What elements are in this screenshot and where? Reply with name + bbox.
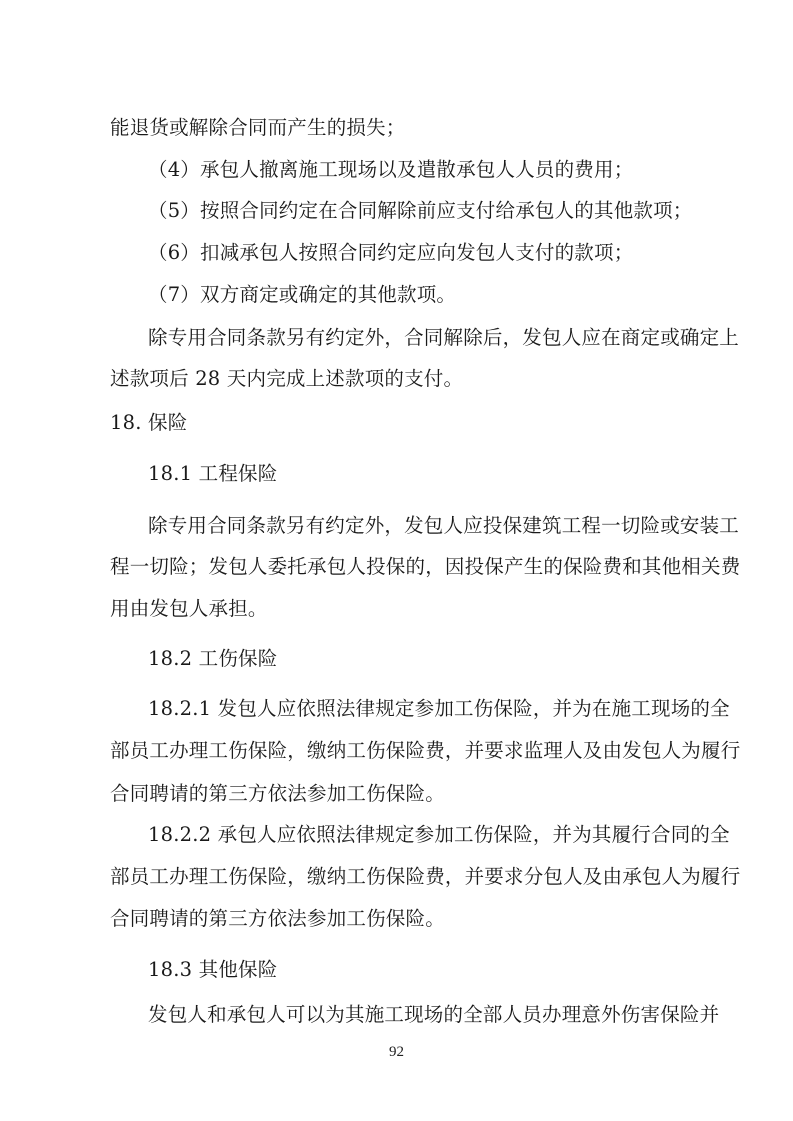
text-line: 部员工办理工伤保险，缴纳工伤保险费，并要求分包人及由承包人为履行 <box>110 865 741 888</box>
text-line: （7）双方商定或确定的其他款项。 <box>148 283 457 306</box>
text-line: 用由发包人承担。 <box>110 597 268 620</box>
text-line: 能退货或解除合同而产生的损失； <box>110 116 406 139</box>
text-line: 述款项后 28 天内完成上述款项的支付。 <box>110 367 464 390</box>
subsection-heading: 18.3 其他保险 <box>148 958 278 981</box>
text-line: 部员工办理工伤保险，缴纳工伤保险费，并要求监理人及由发包人为履行 <box>110 739 741 762</box>
text-line: （4）承包人撤离施工现场以及遣散承包人人员的费用； <box>148 158 634 181</box>
section-heading: 18. 保险 <box>110 411 188 434</box>
subsection-heading: 18.2 工伤保险 <box>148 647 278 670</box>
page-number: 92 <box>389 1044 404 1060</box>
text-line: （5）按照合同约定在合同解除前应支付给承包人的其他款项； <box>148 199 693 222</box>
text-line: 除专用合同条款另有约定外，发包人应投保建筑工程一切险或安装工 <box>148 514 740 537</box>
text-line: 程一切险；发包人委托承包人投保的，因投保产生的保险费和其他相关费 <box>110 555 741 578</box>
text-line: 除专用合同条款另有约定外，合同解除后，发包人应在商定或确定上 <box>148 326 740 349</box>
text-line: 合同聘请的第三方依法参加工伤保险。 <box>110 907 445 930</box>
subsection-heading: 18.1 工程保险 <box>148 462 278 485</box>
text-line: 合同聘请的第三方依法参加工伤保险。 <box>110 782 445 805</box>
text-line: 18.2.2 承包人应依照法律规定参加工伤保险，并为其履行合同的全 <box>148 823 730 846</box>
text-line: 18.2.1 发包人应依照法律规定参加工伤保险，并为在施工现场的全 <box>148 697 730 720</box>
text-line: （6）扣减承包人按照合同约定应向发包人支付的款项； <box>148 241 634 264</box>
text-line: 发包人和承包人可以为其施工现场的全部人员办理意外伤害保险并 <box>148 1003 720 1026</box>
